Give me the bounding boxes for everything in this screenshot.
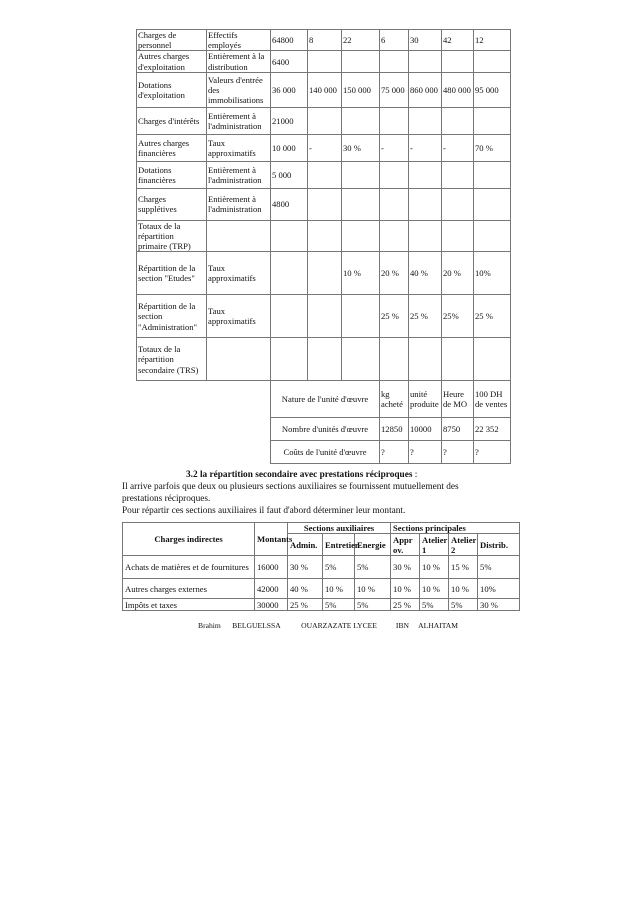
header-admin: Admin. (288, 534, 323, 556)
cell-atelier-1: 5% (420, 599, 449, 611)
table-row (137, 107, 511, 134)
cell-col-2: 10 % (342, 252, 380, 295)
cell-col-5: 480 000 (442, 72, 474, 107)
row-label: Impôts et taxes (123, 599, 255, 611)
table-row (137, 220, 511, 252)
cell-blank (207, 418, 271, 441)
cell-col-3 (380, 161, 409, 188)
cell-col-5: Heure de MO (442, 381, 474, 418)
cell-col-5: ? (442, 441, 474, 464)
cell-col-4 (409, 107, 442, 134)
cell-col-4: ? (409, 441, 442, 464)
paragraph-line: prestations réciproques. (122, 494, 211, 505)
cell-col-3: 75 000 (380, 72, 409, 107)
cell-col-5: 42 (442, 30, 474, 51)
header-entretien: Entretien (323, 534, 355, 556)
cell-col-6 (474, 51, 511, 72)
cell-col-4: 25 % (409, 295, 442, 338)
header-atelier-1: Atelier 1 (420, 534, 449, 556)
cell-col-6: 100 DH de ventes (474, 381, 511, 418)
cell-empty (271, 338, 308, 381)
cell-col-6: 25 % (474, 295, 511, 338)
table-row (137, 51, 511, 72)
cell-col-3: 6 (380, 30, 409, 51)
cell-col-4 (409, 161, 442, 188)
cell-cle: Entièrement à l'administration (207, 107, 271, 134)
cell-energie: 5% (355, 556, 391, 579)
row-label: Autres charges externes (123, 579, 255, 599)
table-row (137, 30, 511, 51)
row-label: Répartition de la section "Etudes" (137, 252, 207, 295)
cell-admin: 30 % (288, 556, 323, 579)
cell-empty (308, 295, 342, 338)
cell-admin: 40 % (288, 579, 323, 599)
cell-col-3: kg acheté (380, 381, 409, 418)
header-energie: Energie (355, 534, 391, 556)
cell-empty (342, 220, 380, 252)
cell-col-5: 25% (442, 295, 474, 338)
cell-col-3: - (380, 134, 409, 161)
row-label: Charges d'intérêts (137, 107, 207, 134)
table-row (137, 418, 511, 441)
cell-col-5 (442, 161, 474, 188)
prestations-reciproques-table (122, 522, 520, 611)
cell-col-6: 70 % (474, 134, 511, 161)
cell-col-4: 860 000 (409, 72, 442, 107)
cell-col-2 (342, 161, 380, 188)
cell-atelier-1: 10 % (420, 579, 449, 599)
cell-empty (271, 220, 308, 252)
cell-approv: 30 % (391, 556, 420, 579)
cell-col-2 (342, 51, 380, 72)
cell-col-6: 22 352 (474, 418, 511, 441)
cell-atelier-2: 15 % (449, 556, 478, 579)
cell-blank (207, 441, 271, 464)
cell-col-4 (409, 51, 442, 72)
cell-col-6 (474, 188, 511, 220)
cell-col-1 (308, 107, 342, 134)
cell-col-5: - (442, 134, 474, 161)
cell-blank (137, 418, 207, 441)
cell-col-4: 40 % (409, 252, 442, 295)
cell-entretien: 5% (323, 556, 355, 579)
cell-col-6: 12 (474, 30, 511, 51)
cell-col-4 (409, 188, 442, 220)
cell-empty (308, 220, 342, 252)
cell-montant (271, 252, 308, 295)
cell-cle: Entièrement à l'administration (207, 161, 271, 188)
cell-empty (474, 220, 511, 252)
cell-blank (137, 441, 207, 464)
cell-empty (409, 220, 442, 252)
row-label: Autres charges d'exploitation (137, 51, 207, 72)
page-footer: Brahim BELGUELSSA OUARZAZATE LYCEE IBN ALHAITAM (198, 621, 458, 630)
cell-col-6: 95 000 (474, 72, 511, 107)
table-row (137, 381, 511, 418)
cell-cle: Taux approximatifs (207, 134, 271, 161)
cell-col-6: ? (474, 441, 511, 464)
cell-col-5: 20 % (442, 252, 474, 295)
cell-cle: Entièrement à l'administration (207, 188, 271, 220)
cell-col-2: 150 000 (342, 72, 380, 107)
cell-distrib: 5% (478, 556, 520, 579)
cell-cle: Entièrement à la distribution (207, 51, 271, 72)
table-row (137, 72, 511, 107)
table-row (137, 338, 511, 381)
repartition-primaire-table (136, 29, 511, 464)
cell-cle: Taux approximatifs (207, 252, 271, 295)
cell-col-1 (308, 188, 342, 220)
cell-col-2: 30 % (342, 134, 380, 161)
header-montants: Montants (255, 523, 288, 556)
cell-montant: 10 000 (271, 134, 308, 161)
cell-montant: 6400 (271, 51, 308, 72)
row-label: Dotations financières (137, 161, 207, 188)
cell-col-6: 10% (474, 252, 511, 295)
cell-col-4: - (409, 134, 442, 161)
cell-atelier-1: 10 % (420, 556, 449, 579)
header-sections-auxiliaires: Sections auxiliaires (288, 523, 391, 534)
cell-col-1: 8 (308, 30, 342, 51)
cell-empty (474, 338, 511, 381)
cell-col-5 (442, 51, 474, 72)
cell-approv: 10 % (391, 579, 420, 599)
table-row (137, 295, 511, 338)
cell-montant: 30000 (255, 599, 288, 611)
cell-montant: 4800 (271, 188, 308, 220)
cell-col-3 (380, 107, 409, 134)
section-title: 3.2 la répartition secondaire avec prestations réciproques : (186, 470, 418, 480)
cell-empty (442, 338, 474, 381)
cell-atelier-2: 10 % (449, 579, 478, 599)
cell-entretien: 5% (323, 599, 355, 611)
row-label: Autres charges financières (137, 134, 207, 161)
header-charges-indirectes: Charges indirectes (123, 523, 255, 556)
row-label: Charges supplétives (137, 188, 207, 220)
cell-empty (308, 338, 342, 381)
cell-montant: 42000 (255, 579, 288, 599)
cell-empty (342, 338, 380, 381)
header-atelier-2: Atelier 2 (449, 534, 478, 556)
section-paragraph (122, 481, 522, 518)
cell-entretien: 10 % (323, 579, 355, 599)
cell-empty (271, 295, 308, 338)
row-label: Nombre d'unités d'œuvre (271, 418, 380, 441)
cell-col-1: - (308, 134, 342, 161)
cell-col-4: unité produite (409, 381, 442, 418)
cell-cle: Valeurs d'entrée des immobilisations (207, 72, 271, 107)
cell-atelier-2: 5% (449, 599, 478, 611)
row-label: Répartition de la section "Administration" (137, 295, 207, 338)
cell-col-5: 8750 (442, 418, 474, 441)
header-approv: Appr ov. (391, 534, 420, 556)
table-row (137, 161, 511, 188)
cell-cle: Taux approximatifs (207, 295, 271, 338)
table-row (137, 441, 511, 464)
cell-col-3: 25 % (380, 295, 409, 338)
row-label: Nature de l'unité d'œuvre (271, 381, 380, 418)
cell-col-3 (380, 188, 409, 220)
cell-empty (380, 220, 409, 252)
cell-col-6 (474, 107, 511, 134)
row-label: Achats de matières et de fournitures (123, 556, 255, 579)
cell-col-5 (442, 188, 474, 220)
cell-col-4: 30 (409, 30, 442, 51)
cell-col-2 (342, 107, 380, 134)
table-row (137, 188, 511, 220)
row-label: Charges de personnel (137, 30, 207, 51)
table-row (137, 134, 511, 161)
paragraph-line: Il arrive parfois que deux ou plusieurs sections auxiliaires se fournissent mutuellement des (122, 482, 459, 492)
cell-distrib: 30 % (478, 599, 520, 611)
cell-col-6 (474, 161, 511, 188)
cell-blank (137, 381, 207, 418)
cell-empty (442, 220, 474, 252)
row-label: Totaux de la répartition secondaire (TRS) (137, 338, 207, 381)
row-label: Totaux de la répartition primaire (TRP) (137, 220, 207, 252)
cell-empty (207, 338, 271, 381)
table-row (123, 599, 520, 611)
header-sections-principales: Sections principales (391, 523, 520, 534)
cell-col-4: 10000 (409, 418, 442, 441)
header-distrib: Distrib. (478, 534, 520, 556)
cell-col-3: ? (380, 441, 409, 464)
cell-energie: 10 % (355, 579, 391, 599)
cell-empty (207, 220, 271, 252)
cell-empty (380, 338, 409, 381)
row-label: Coûts de l'unité d'œuvre (271, 441, 380, 464)
cell-col-1 (308, 252, 342, 295)
cell-col-2 (342, 188, 380, 220)
cell-distrib: 10% (478, 579, 520, 599)
cell-montant: 64800 (271, 30, 308, 51)
cell-empty (342, 295, 380, 338)
cell-approv: 25 % (391, 599, 420, 611)
cell-montant: 5 000 (271, 161, 308, 188)
cell-empty (409, 338, 442, 381)
cell-montant: 16000 (255, 556, 288, 579)
cell-col-5 (442, 107, 474, 134)
cell-col-3: 20 % (380, 252, 409, 295)
paragraph-line: Pour répartir ces sections auxiliaires il faut d'abord déterminer leur montant. (122, 506, 406, 517)
cell-col-3 (380, 51, 409, 72)
table-row (137, 252, 511, 295)
cell-col-1: 140 000 (308, 72, 342, 107)
table-row (123, 579, 520, 599)
row-label: Dotations d'exploitation (137, 72, 207, 107)
cell-admin: 25 % (288, 599, 323, 611)
cell-energie: 5% (355, 599, 391, 611)
table-row (123, 556, 520, 579)
cell-col-1 (308, 51, 342, 72)
cell-col-1 (308, 161, 342, 188)
cell-col-3: 12850 (380, 418, 409, 441)
cell-col-2: 22 (342, 30, 380, 51)
cell-cle: Effectifs employés (207, 30, 271, 51)
cell-blank (207, 381, 271, 418)
cell-montant: 21000 (271, 107, 308, 134)
cell-montant: 36 000 (271, 72, 308, 107)
